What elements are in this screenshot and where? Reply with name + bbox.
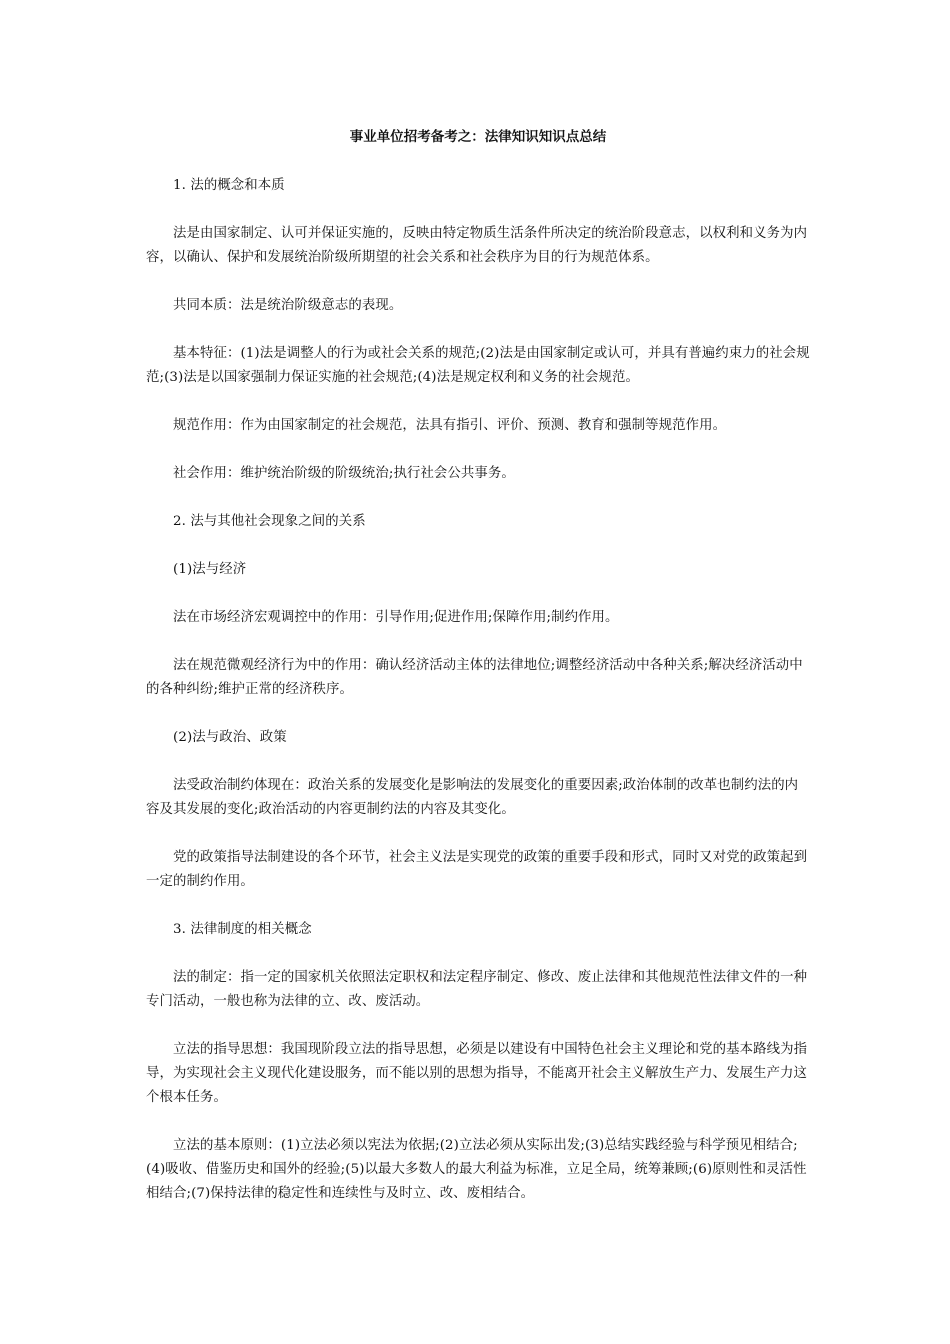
subsection-heading: (1)法与经济 [173,562,247,577]
subsection-heading: (2)法与政治、政策 [173,730,287,745]
section-heading-2: 2. 法与其他社会现象之间的关系 [173,514,366,529]
paragraph: 党的政策指导法制建设的各个环节，社会主义法是实现党的政策的重要手段和形式，同时又对党的政策起到一定的制约作用。 [146,850,808,889]
paragraph: 共同本质：法是统治阶级意志的表现。 [173,298,403,313]
paragraph: 法受政治制约体现在：政治关系的发展变化是影响法的发展变化的重要因素;政治体制的改革也制约法的内容及其发展的变化;政治活动的内容更制约法的内容及其变化。 [146,778,799,817]
paragraph: 社会作用：维护统治阶级的阶级统治;执行社会公共事务。 [173,466,515,481]
paragraph: 立法的基本原则：(1)立法必须以宪法为依据;(2)立法必须从实际出发;(3)总结实践经验与科学预见相结合;(4)吸收、借鉴历史和国外的经验;(5)以最大多数人的最大利益为标准，立足全局，统筹兼顾;(6)原则性和灵活性相结合;(7)保持法律的稳定性和连续性与及时立、改、废相结合。 [146,1138,807,1201]
section-heading-3: 3. 法律制度的相关概念 [173,922,312,937]
paragraph: 法是由国家制定、认可并保证实施的，反映由特定物质生活条件所决定的统治阶段意志，以权利和义务为内容，以确认、保护和发展统治阶级所期望的社会关系和社会秩序为目的行为规范体系。 [146,226,808,265]
section-heading-1: 1. 法的概念和本质 [173,178,285,193]
paragraph: 基本特征：(1)法是调整人的行为或社会关系的规范;(2)法是由国家制定或认可，并具有普遍约束力的社会规范;(3)法是以国家强制力保证实施的社会规范;(4)法是规定权利和义务的社会规范。 [146,346,810,385]
paragraph: 规范作用：作为由国家制定的社会规范，法具有指引、评价、预测、教育和强制等规范作用。 [173,418,727,433]
paragraph: 法的制定：指一定的国家机关依照法定职权和法定程序制定、修改、废止法律和其他规范性法律文件的一种专门活动，一般也称为法律的立、改、废活动。 [146,970,808,1009]
paragraph: 法在规范微观经济行为中的作用：确认经济活动主体的法律地位;调整经济活动中各种关系;解决经济活动中的各种纠纷;维护正常的经济秩序。 [146,658,803,697]
paragraph: 法在市场经济宏观调控中的作用：引导作用;促进作用;保障作用;制约作用。 [173,610,619,625]
document-title: 事业单位招考备考之：法律知识知识点总结 [349,129,607,145]
paragraph: 立法的指导思想：我国现阶段立法的指导思想，必须是以建设有中国特色社会主义理论和党的基本路线为指导，为实现社会主义现代化建设服务，而不能以别的思想为指导，不能离开社会主义解放生产力、发展生产力这个根本任务。 [146,1042,808,1105]
